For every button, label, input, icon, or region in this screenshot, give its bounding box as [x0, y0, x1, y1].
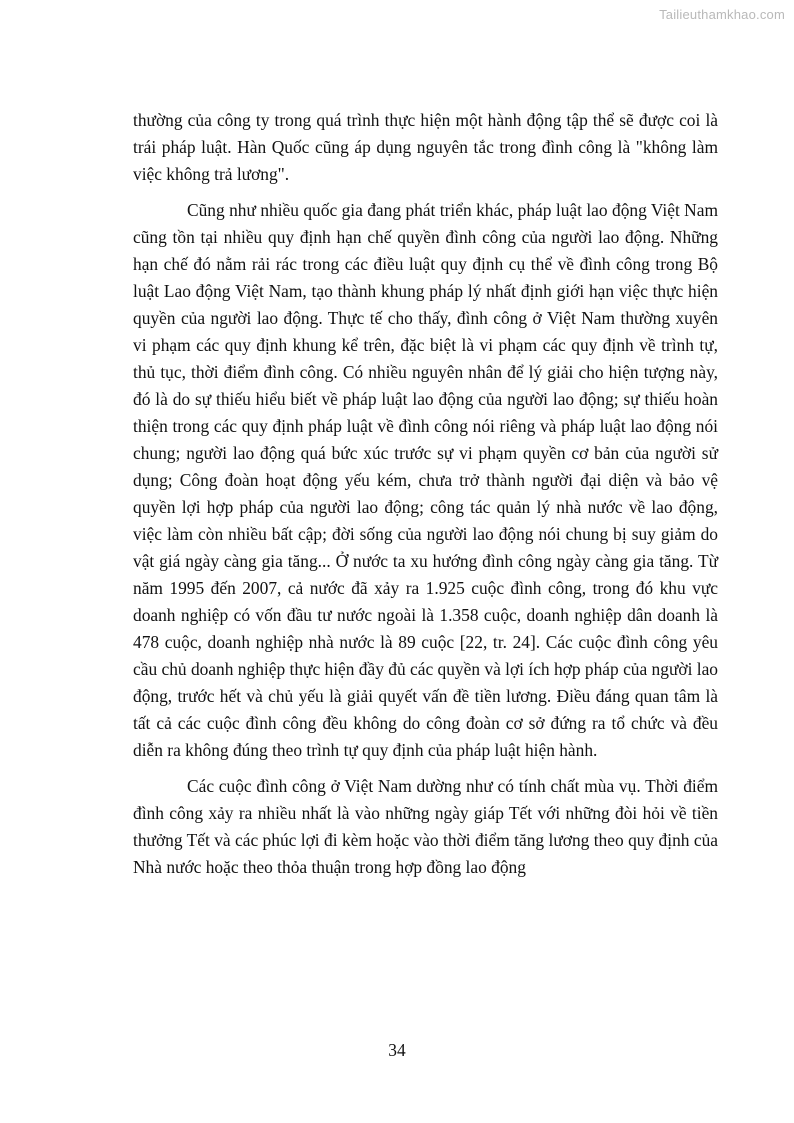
watermark: Tailieuthamkhao.com: [659, 7, 785, 22]
page-body: [133, 107, 718, 881]
paragraph-continued: thường của công ty trong quá trình thực hiện một hành động tập thể sẽ được coi là trái pháp luật. Hàn Quốc cũng áp dụng nguyên tắc trong đình công là "không làm việc không trả lương".: [133, 110, 718, 184]
paragraph-legal-restrictions: Cũng như nhiều quốc gia đang phát triển khác, pháp luật lao động Việt Nam cũng tồn tại nhiều quy định hạn chế quyền đình công của người lao động. Những hạn chế đó nằm rải rác trong các điều luật quy định cụ thể về đình công trong Bộ luật Lao động Việt Nam, tạo thành khung pháp lý nhất định giới hạn việc thực hiện quyền của người lao động. Thực tế cho thấy, đình công ở Việt Nam thường xuyên vi phạm các quy định khung kể trên, đặc biệt là vi phạm các quy định về trình tự, thủ tục, thời điểm đình công. Có nhiều nguyên nhân để lý giải cho hiện tượng này, đó là do sự thiếu hiểu biết về pháp luật lao động của người lao động; sự thiếu hoàn thiện trong các quy định pháp luật về đình công nói riêng và pháp luật lao động nói chung; người lao động quá bức xúc trước sự vi phạm quyền cơ bản của người sử dụng; Công đoàn hoạt động yếu kém, chưa trở thành người đại diện và bảo vệ quyền lợi hợp pháp của người lao động; công tác quản lý nhà nước về lao động, việc làm còn nhiều bất cập; đời sống của người lao động nói chung bị suy giảm do vật giá ngày càng gia tăng... Ở nước ta xu hướng đình công ngày càng gia tăng. Từ năm 1995 đến 2007, cả nước đã xảy ra 1.925 cuộc đình công, trong đó khu vực doanh nghiệp có vốn đầu tư nước ngoài là 1.358 cuộc, doanh nghiệp dân doanh là 478 cuộc, doanh nghiệp nhà nước là 89 cuộc [22, tr. 24]. Các cuộc đình công yêu cầu chủ doanh nghiệp thực hiện đầy đủ các quyền và lợi ích hợp pháp của người lao động, trước hết và chủ yếu là giải quyết vấn đề tiền lương. Điều đáng quan tâm là tất cả các cuộc đình công đều không do công đoàn cơ sở đứng ra tổ chức và đều diễn ra không đúng theo trình tự quy định của pháp luật hiện hành.: [133, 200, 718, 760]
paragraph-seasonal-strikes: Các cuộc đình công ở Việt Nam dường như có tính chất mùa vụ. Thời điểm đình công xảy ra nhiều nhất là vào những ngày giáp Tết với những đòi hỏi về tiền thưởng Tết và các phúc lợi đi kèm hoặc vào thời điểm tăng lương theo quy định của Nhà nước hoặc theo thỏa thuận trong hợp đồng lao động: [133, 776, 718, 877]
page-number: 34: [388, 1040, 406, 1060]
